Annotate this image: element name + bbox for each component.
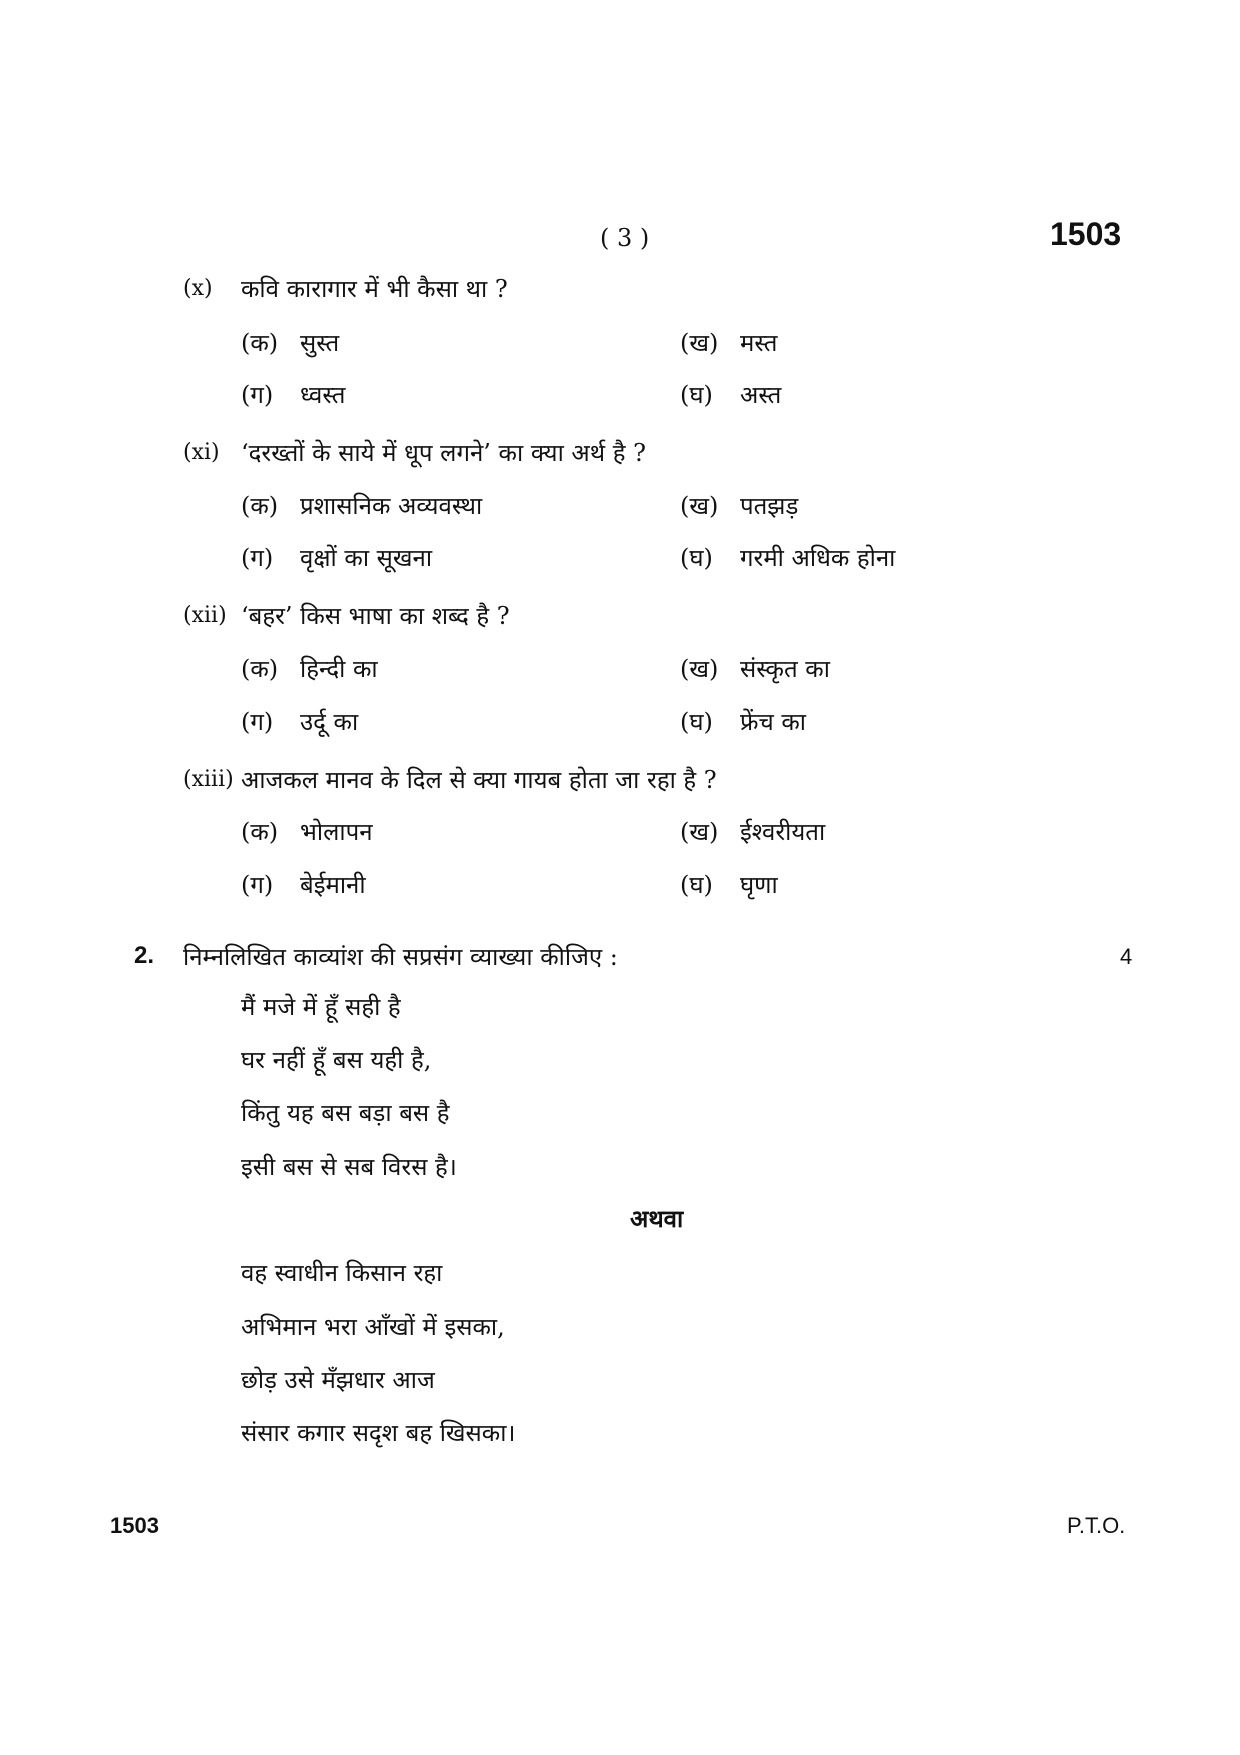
question-text: ‘बहर’ किस भाषा का शब्द है ? [241, 602, 510, 630]
verse-line: अभिमान भरा आँखों में इसका, [241, 1313, 505, 1341]
option-text: संस्कृत का [740, 655, 830, 683]
option-text: बेईमानी [300, 871, 366, 899]
option-label: (ख) [680, 655, 719, 683]
paper-code-header: 1503 [1050, 216, 1122, 252]
option-text: उर्दू का [300, 708, 359, 736]
verse-line: संसार कगार सदृश बह खिसका। [241, 1419, 516, 1447]
option-label: (ख) [680, 329, 719, 357]
option-text: गरमी अधिक होना [740, 544, 896, 572]
verse-line: मैं मजे में हूँ सही है [241, 993, 401, 1021]
option-label: (क) [241, 329, 279, 357]
question-number: (xi) [183, 440, 220, 465]
option-text: वृक्षों का सूखना [300, 544, 433, 572]
verse-line: वह स्वाधीन किसान रहा [241, 1259, 443, 1287]
option-label: (घ) [680, 708, 713, 736]
option-text: ईश्वरीयता [740, 818, 826, 846]
question-number: (xii) [183, 603, 227, 628]
question-text: आजकल मानव के दिल से क्या गायब होता जा रहा है ? [241, 766, 717, 794]
verse-line: इसी बस से सब विरस है। [241, 1153, 457, 1181]
option-text: पतझड़ [740, 492, 799, 520]
option-text: घृणा [740, 871, 778, 899]
question-number: (x) [183, 276, 213, 301]
option-label: (ग) [241, 871, 274, 899]
option-text: अस्त [740, 381, 782, 409]
question-2-number: 2. [134, 942, 155, 969]
option-text: सुस्त [300, 329, 340, 357]
question-2-text: निम्नलिखित काव्यांश की सप्रसंग व्याख्या कीजिए : [183, 943, 618, 971]
option-text: हिन्दी का [300, 655, 378, 683]
option-text: ध्वस्त [300, 381, 346, 409]
question-text: ‘दरख्तों के साये में धूप लगने’ का क्या अर्थ है ? [241, 439, 646, 467]
verse-line: किंतु यह बस बड़ा बस है [241, 1099, 450, 1127]
option-label: (क) [241, 492, 279, 520]
option-label: (घ) [680, 544, 713, 572]
option-label: (ग) [241, 708, 274, 736]
question-number: (xiii) [183, 767, 234, 792]
option-text: भोलापन [300, 818, 373, 846]
option-text: प्रशासनिक अव्यवस्था [300, 492, 483, 520]
option-label: (ख) [680, 492, 719, 520]
page-number: ( 3 ) [600, 224, 650, 252]
option-label: (क) [241, 818, 279, 846]
option-label: (घ) [680, 871, 713, 899]
option-label: (ग) [241, 544, 274, 572]
option-label: (घ) [680, 381, 713, 409]
option-label: (क) [241, 655, 279, 683]
option-label: (ख) [680, 818, 719, 846]
question-text: कवि कारागार में भी कैसा था ? [241, 275, 508, 303]
option-label: (ग) [241, 381, 274, 409]
verse-line: घर नहीं हूँ बस यही है, [241, 1046, 432, 1074]
verse-line: छोड़ उसे मँझधार आज [241, 1366, 435, 1394]
option-text: फ्रेंच का [740, 708, 807, 736]
option-text: मस्त [740, 329, 778, 357]
paper-code-footer: 1503 [110, 1513, 159, 1538]
marks-label: 4 [1120, 944, 1133, 969]
or-label: अथवा [630, 1204, 684, 1233]
pto-label: P.T.O. [1067, 1513, 1126, 1538]
